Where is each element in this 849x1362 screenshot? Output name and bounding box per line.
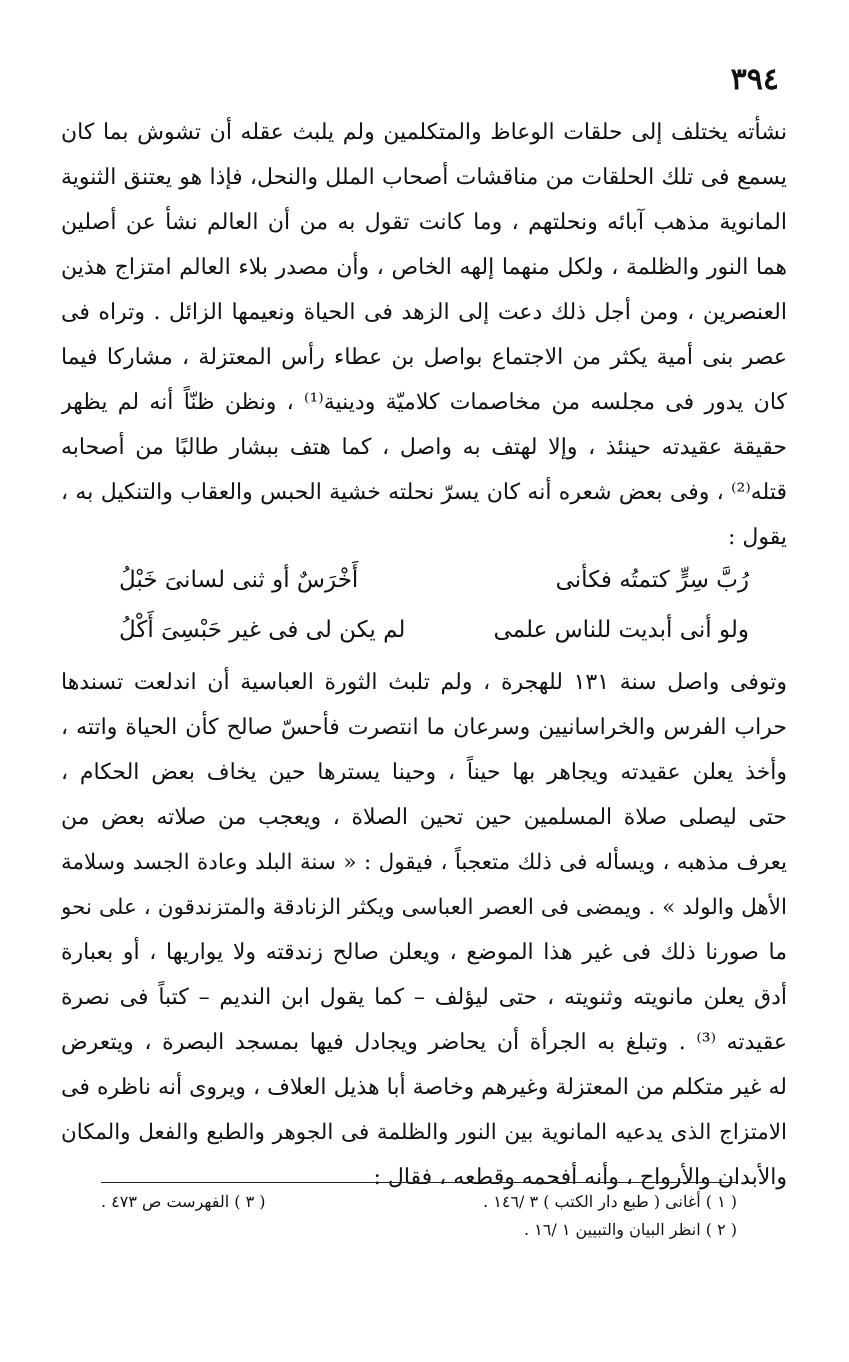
poem-verses [119, 555, 749, 655]
text-line: والأبدان والأرواح ، وأنه أفحمه وقطعه ، فقال : [373, 1165, 787, 1190]
text-line: عقيدته ⁽³⁾ . وتبلغ به الجرأة أن يحاضر ويجادل فيها بمسجد البصرة ، ويتعرض [61, 1030, 787, 1055]
footnote-row [101, 1188, 737, 1216]
text-line: ما صورنا ذلك فى غير هذا الموضع ، ويعلن صالح زندقته ولا يواريها ، أو بعبارة [61, 940, 787, 965]
footnote-separator [101, 1182, 737, 1183]
text-line: المانوية مذهب آبائه ونحلتهم ، وما كانت تقول به من أن العالم نشأ عن أصلين [61, 210, 787, 235]
text-line: عصر بنى أمية يكثر من الاجتماع بواصل بن عطاء رأس المعتزلة ، مشاركا فيما [61, 345, 787, 370]
text-line: حراب الفرس والخراسانيين وسرعان ما انتصرت فأحسّ صالح كأن الحياة واتته ، [61, 715, 787, 740]
text-line: له غير متكلم من المعتزلة وغيرهم وخاصة أبا هذيل العلاف ، ويروى أنه ناظره فى [61, 1075, 787, 1100]
text-line: قتله⁽²⁾ ، وفى بعض شعره أنه كان يسرّ نحلته خشية الحبس والعقاب والتنكيل به ، [61, 480, 787, 505]
verse-second-hemistich: أَخْرَسٌ أو ثنى لسانىَ خَبْلُ [119, 567, 359, 593]
text-line: وتوفى واصل سنة ١٣١ للهجرة ، ولم تلبث الثورة العباسية أن اندلعت تسندها [61, 670, 787, 695]
footnote-2: ( ٢ ) انظر البيان والتبيين ١ /١٦ . [523, 1220, 737, 1239]
text-line: يقول : [727, 525, 787, 550]
footnotes [101, 1188, 737, 1244]
text-line: يعرف مذهبه ، ويسأله فى ذلك متعجباً ، فيقول : « سنة البلد وعادة الجسد وسلامة [61, 850, 787, 875]
text-line: أدق يعلن مانويته وثنويته ، حتى ليؤلف – كما يقول ابن النديم – كتباً فى نصرة [61, 985, 787, 1010]
text-line: حتى ليصلى صلاة المسلمين حين تحين الصلاة ، ويعجب من صلاته بعض من [61, 805, 787, 830]
text-line: هما النور والظلمة ، ولكل منهما إلهه الخاص ، وأن مصدر بلاء العالم امتزاج هذين [61, 255, 787, 280]
paragraph-1 [61, 110, 787, 560]
text-line: العنصرين ، ومن أجل ذلك دعت إلى الزهد فى الحياة ونعيمها الزائل . وتراه فى [61, 300, 787, 325]
text-line: نشأته يختلف إلى حلقات الوعاظ والمتكلمين ولم يلبث عقله أن تشوش بما كان [61, 120, 787, 145]
verse-first-hemistich: رُبَّ سِرٍّ كتمتُه فكأنى [555, 567, 749, 593]
footnote-1: ( ١ ) أغانى ( طبع دار الكتب ) ٣ /١٤٦ . [483, 1192, 737, 1211]
text-line: الأهل والولد » . ويمضى فى العصر العباسى ويكثر الزنادقة والمتزندقون ، على نحو [61, 895, 787, 920]
verse-line [119, 555, 749, 605]
verse-first-hemistich: ولو أنى أبديت للناس علمى [493, 617, 749, 643]
text-line: يسمع فى تلك الحلقات من مناقشات أصحاب الملل والنحل، فإذا هو يعتنق الثنوية [61, 165, 787, 190]
text-line: وأخذ يعلن عقيدته ويجاهر بها حيناً ، وحينا يسترها حين يخاف بعض الحكام ، [61, 760, 787, 785]
text-line: الامتزاج الذى يدعيه المانوية بين النور والظلمة فى الجوهر والطبع والفعل والمكان [61, 1120, 787, 1145]
verse-line [119, 605, 749, 655]
page-number: ٣٩٤ [730, 62, 779, 97]
verse-second-hemistich: لم يكن لى فى غير حَبْسِىَ أَكْلُ [119, 617, 406, 643]
text-line: حقيقة عقيدته حينئذ ، وإلا لهتف به واصل ، كما هتف ببشار طالبًا من أصحابه [61, 435, 787, 460]
text-line: كان يدور فى مجلسه من مخاصمات كلاميّة ودينية⁽¹⁾ ، ونظن ظنّاً أنه لم يظهر [61, 390, 787, 415]
paragraph-2 [61, 660, 787, 1200]
footnote-3: ( ٣ ) الفهرست ص ٤٧٣ . [101, 1192, 266, 1211]
footnote-row [101, 1216, 737, 1244]
